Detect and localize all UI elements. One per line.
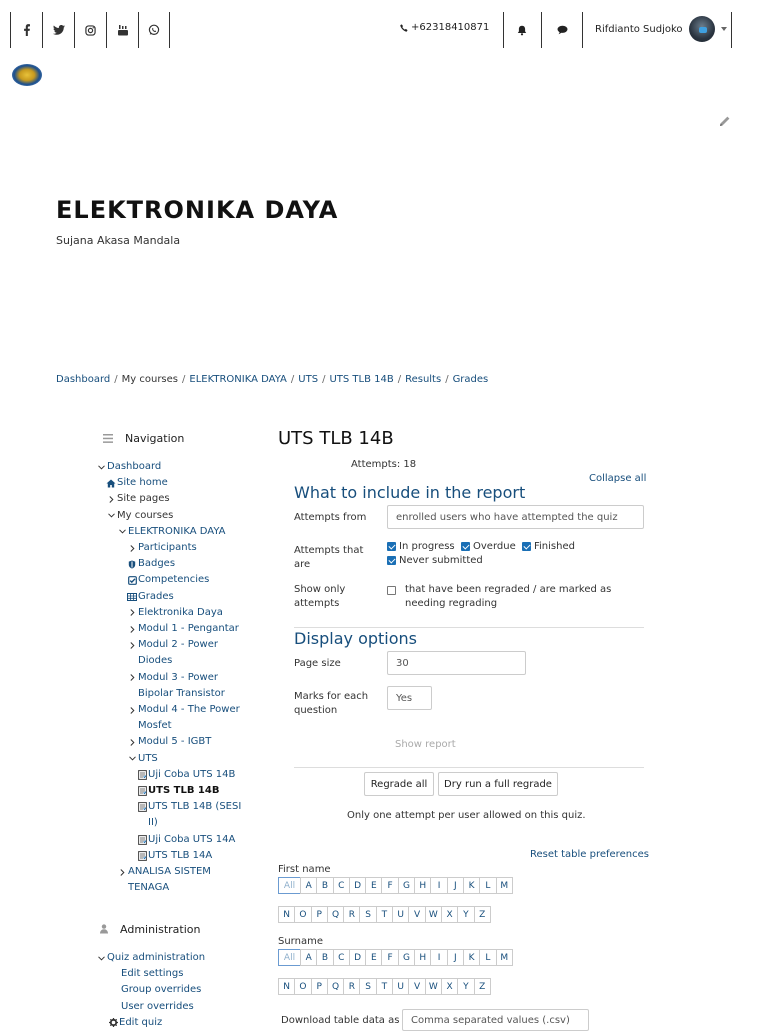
initial[interactable]: N xyxy=(278,978,295,995)
display-section-heading[interactable]: Display options xyxy=(294,629,417,648)
initial[interactable]: B xyxy=(316,877,333,894)
surname-initials-row2 xyxy=(278,978,490,995)
nav-item-quiz[interactable]: UTS TLB 14B (SESI II) xyxy=(95,799,245,831)
initial[interactable]: Z xyxy=(474,978,491,995)
quiz-icon xyxy=(136,783,148,799)
edit-pencil-icon[interactable] xyxy=(719,115,731,130)
breadcrumb-course[interactable]: ELEKTRONIKA DAYA xyxy=(189,374,287,385)
course-subtitle: Sujana Akasa Mandala xyxy=(56,234,181,247)
initial[interactable]: L xyxy=(479,949,496,966)
quiz-icon xyxy=(136,799,148,815)
quiz-icon xyxy=(136,832,148,848)
nav-item-section[interactable]: Modul 5 - IGBT xyxy=(95,734,245,750)
messages-button[interactable] xyxy=(542,12,582,48)
nav-item-course[interactable]: ANALISA SISTEM TENAGA xyxy=(95,864,245,896)
nav-item-dashboard[interactable]: Dashboard xyxy=(95,459,245,475)
administration-title: Administration xyxy=(120,922,201,936)
administration-block-header xyxy=(100,919,250,939)
initial[interactable]: K xyxy=(463,877,480,894)
navigation-block-header xyxy=(95,428,250,448)
initial[interactable]: V xyxy=(408,978,425,995)
admin-item-edit-settings[interactable]: Edit settings xyxy=(121,968,184,980)
breadcrumb-quiz[interactable]: UTS TLB 14B xyxy=(329,374,394,385)
initial[interactable]: T xyxy=(376,906,393,923)
breadcrumb-section[interactable]: UTS xyxy=(298,374,319,385)
one-attempt-note: Only one attempt per user allowed on this quiz. xyxy=(347,810,586,821)
admin-item-quiz-administration[interactable]: Quiz administration xyxy=(95,950,245,966)
section-divider xyxy=(294,627,644,628)
initial[interactable]: C xyxy=(333,949,350,966)
initial[interactable]: I xyxy=(430,949,447,966)
avatar xyxy=(689,16,715,42)
nav-item-grades[interactable]: Grades xyxy=(95,589,245,605)
chevron-down-icon xyxy=(105,508,117,524)
chevron-right-icon xyxy=(126,637,138,653)
initial[interactable]: F xyxy=(381,949,398,966)
chevron-down-icon xyxy=(116,524,128,540)
initial[interactable]: P xyxy=(311,906,328,923)
chevron-right-icon xyxy=(126,605,138,621)
marks-select[interactable] xyxy=(387,686,432,710)
state-never-submitted[interactable]: Never submitted xyxy=(387,555,483,566)
nav-item-uts[interactable]: UTS xyxy=(95,751,245,767)
initial-all[interactable]: All xyxy=(278,949,301,966)
regraded-checkbox[interactable] xyxy=(387,586,396,595)
chevron-right-icon xyxy=(116,864,128,880)
nav-item-quiz-current[interactable]: UTS TLB 14B xyxy=(95,783,245,799)
breadcrumb-dashboard[interactable]: Dashboard xyxy=(56,374,111,385)
user-name: Rifdianto Sudjoko xyxy=(595,23,683,35)
initial[interactable]: J xyxy=(447,877,464,894)
initial[interactable]: D xyxy=(349,877,366,894)
never-submitted-checkbox[interactable] xyxy=(387,556,396,565)
attempts-from-select[interactable] xyxy=(387,505,644,529)
initial-all[interactable]: All xyxy=(278,877,301,894)
initial[interactable]: H xyxy=(414,949,431,966)
breadcrumb-my-courses: My courses xyxy=(121,374,179,385)
initial[interactable]: A xyxy=(300,949,317,966)
course-title: ELEKTRONIKA DAYA xyxy=(56,196,339,224)
state-finished[interactable]: Finished xyxy=(522,541,575,552)
initial[interactable]: U xyxy=(392,978,409,995)
breadcrumb-separator: / xyxy=(397,374,402,385)
phone-text: +62318410871 xyxy=(411,22,490,33)
collapse-all-link[interactable]: Collapse all xyxy=(589,473,647,484)
nav-item-section[interactable]: Modul 1 - Pengantar xyxy=(95,621,245,637)
breadcrumb-results[interactable]: Results xyxy=(405,374,442,385)
nav-item-course[interactable]: ELEKTRONIKA DAYA xyxy=(95,524,245,540)
initial[interactable]: E xyxy=(365,949,382,966)
initial[interactable]: G xyxy=(398,949,415,966)
page-size-value: 30 xyxy=(396,657,409,669)
download-format-value: Comma separated values (.csv) xyxy=(411,1014,570,1026)
nav-item-badges[interactable]: Badges xyxy=(95,556,245,572)
breadcrumb xyxy=(56,374,488,385)
nav-item-section[interactable]: Modul 3 - Power Bipolar Transistor xyxy=(95,670,245,702)
bell-icon xyxy=(517,25,527,36)
breadcrumb-separator: / xyxy=(182,374,186,385)
initial[interactable]: V xyxy=(408,906,425,923)
initial[interactable]: S xyxy=(359,906,376,923)
nav-item-quiz[interactable]: UTS TLB 14A xyxy=(95,848,245,864)
nav-item-participants[interactable]: Participants xyxy=(95,540,245,556)
chevron-right-icon xyxy=(126,621,138,637)
phone-number xyxy=(400,22,489,33)
comment-icon xyxy=(557,25,568,35)
initial[interactable]: Q xyxy=(327,978,344,995)
initial[interactable]: N xyxy=(278,906,295,923)
initial[interactable]: O xyxy=(294,978,311,995)
surname-label: Surname xyxy=(278,936,323,947)
state-overdue[interactable]: Overdue xyxy=(461,541,516,552)
bars-icon[interactable] xyxy=(103,434,113,443)
first-name-initials-row2 xyxy=(278,906,490,923)
initial[interactable]: D xyxy=(349,949,366,966)
reset-table-preferences-link[interactable]: Reset table preferences xyxy=(530,849,649,860)
first-name-label: First name xyxy=(278,864,331,875)
nav-item-competencies[interactable]: Competencies xyxy=(95,572,245,588)
administration-tree xyxy=(95,950,245,1031)
initial[interactable]: W xyxy=(425,978,442,995)
admin-item-group-overrides[interactable]: Group overrides xyxy=(121,984,202,996)
navigation-tree xyxy=(95,459,245,896)
nav-item-section[interactable]: Elektronika Daya xyxy=(95,605,245,621)
instagram-icon[interactable] xyxy=(74,12,106,48)
initial[interactable]: L xyxy=(479,877,496,894)
initial[interactable]: H xyxy=(414,877,431,894)
nav-item-site-pages[interactable]: Site pages xyxy=(95,491,245,507)
show-only-label: Show only attempts xyxy=(294,584,346,609)
in-progress-checkbox[interactable] xyxy=(387,542,396,551)
chevron-right-icon xyxy=(126,702,138,718)
youtube-icon[interactable] xyxy=(106,12,138,48)
social-links xyxy=(10,12,170,48)
gear-icon xyxy=(107,1015,119,1031)
initial[interactable]: A xyxy=(300,877,317,894)
chevron-right-icon xyxy=(126,670,138,686)
breadcrumb-grades[interactable]: Grades xyxy=(452,374,489,385)
initial[interactable]: Y xyxy=(457,978,474,995)
breadcrumb-separator: / xyxy=(445,374,449,385)
initial[interactable]: M xyxy=(496,877,513,894)
page-title: UTS TLB 14B xyxy=(278,428,394,449)
download-format-select[interactable] xyxy=(402,1009,589,1031)
initial[interactable]: M xyxy=(496,949,513,966)
site-logo[interactable] xyxy=(12,64,42,86)
nav-item-quiz[interactable]: Uji Coba UTS 14A xyxy=(95,832,245,848)
attempts-from-value: enrolled users who have attempted the quiz xyxy=(396,511,618,523)
divider xyxy=(582,12,583,48)
admin-item-user-overrides[interactable]: User overrides xyxy=(121,1000,194,1012)
page-size-label: Page size xyxy=(294,658,341,669)
marks-label: Marks for each question xyxy=(294,691,369,716)
report-section-heading[interactable]: What to include in the report xyxy=(294,483,526,502)
nav-item-my-courses[interactable]: My courses xyxy=(95,508,245,524)
initial[interactable]: F xyxy=(381,877,398,894)
marks-value: Yes xyxy=(396,692,413,704)
breadcrumb-separator: / xyxy=(290,374,295,385)
nav-item-section[interactable]: Modul 4 - The Power Mosfet xyxy=(95,702,245,734)
page-size-input[interactable] xyxy=(387,651,526,675)
chevron-down-icon xyxy=(95,459,107,475)
initial[interactable]: W xyxy=(425,906,442,923)
check-square-icon xyxy=(126,572,138,588)
overdue-checkbox[interactable] xyxy=(461,542,470,551)
navigation-title: Navigation xyxy=(125,431,185,445)
attempts-from-label: Attempts from xyxy=(294,512,367,523)
show-report-button[interactable]: Show report xyxy=(395,739,456,750)
initial[interactable]: S xyxy=(359,978,376,995)
initial[interactable]: I xyxy=(430,877,447,894)
show-only-regraded[interactable]: that have been regraded / are marked as needing regrading xyxy=(387,583,642,611)
finished-checkbox[interactable] xyxy=(522,542,531,551)
initial[interactable]: T xyxy=(376,978,393,995)
initial[interactable]: X xyxy=(441,978,458,995)
table-icon xyxy=(126,589,138,605)
initial[interactable]: E xyxy=(365,877,382,894)
chevron-down-icon xyxy=(95,950,107,966)
surname-initials-row1 xyxy=(278,949,512,966)
shield-icon xyxy=(126,556,138,572)
initial[interactable]: X xyxy=(441,906,458,923)
initial[interactable]: R xyxy=(343,978,360,995)
first-name-initials-row1 xyxy=(278,877,512,894)
top-bar xyxy=(0,0,768,56)
initial[interactable]: R xyxy=(343,906,360,923)
initial[interactable]: Z xyxy=(474,906,491,923)
chevron-right-icon xyxy=(126,540,138,556)
home-icon xyxy=(105,475,117,491)
phone-icon xyxy=(400,24,408,32)
initial[interactable]: G xyxy=(398,877,415,894)
dry-run-regrade-button[interactable]: Dry run a full regrade xyxy=(438,772,558,796)
chevron-right-icon xyxy=(126,734,138,750)
nav-item-section[interactable]: Modul 2 - Power Diodes xyxy=(95,637,245,669)
user-menu[interactable] xyxy=(595,15,727,43)
user-icon xyxy=(100,924,108,934)
initial[interactable]: O xyxy=(294,906,311,923)
chevron-down-icon xyxy=(126,751,138,767)
attempts-count: Attempts: 18 xyxy=(351,459,417,470)
regrade-all-button[interactable]: Regrade all xyxy=(364,772,434,796)
initial[interactable]: Y xyxy=(457,906,474,923)
nav-item-site-home[interactable]: Site home xyxy=(95,475,245,491)
state-in-progress[interactable]: In progress xyxy=(387,541,455,552)
chevron-down-icon xyxy=(721,27,727,31)
download-label: Download table data as xyxy=(281,1015,400,1026)
quiz-icon xyxy=(136,848,148,864)
initial[interactable]: J xyxy=(447,949,464,966)
twitter-icon[interactable] xyxy=(42,12,74,48)
attempts-state-label: Attempts that are xyxy=(294,545,364,570)
quiz-icon xyxy=(136,767,148,783)
initial[interactable]: K xyxy=(463,949,480,966)
whatsapp-icon[interactable] xyxy=(138,12,170,48)
chevron-right-icon xyxy=(105,491,117,507)
breadcrumb-separator: / xyxy=(322,374,326,385)
admin-item-edit-quiz[interactable]: Edit quiz xyxy=(95,1015,245,1031)
initial[interactable]: C xyxy=(333,877,350,894)
initial[interactable]: U xyxy=(392,906,409,923)
initial[interactable]: P xyxy=(311,978,328,995)
section-divider xyxy=(294,767,644,768)
initial[interactable]: Q xyxy=(327,906,344,923)
divider xyxy=(731,12,732,48)
facebook-icon[interactable] xyxy=(10,12,42,48)
nav-item-quiz[interactable]: Uji Coba UTS 14B xyxy=(95,767,245,783)
notifications-button[interactable] xyxy=(503,12,541,48)
breadcrumb-separator: / xyxy=(114,374,118,385)
initial[interactable]: B xyxy=(316,949,333,966)
